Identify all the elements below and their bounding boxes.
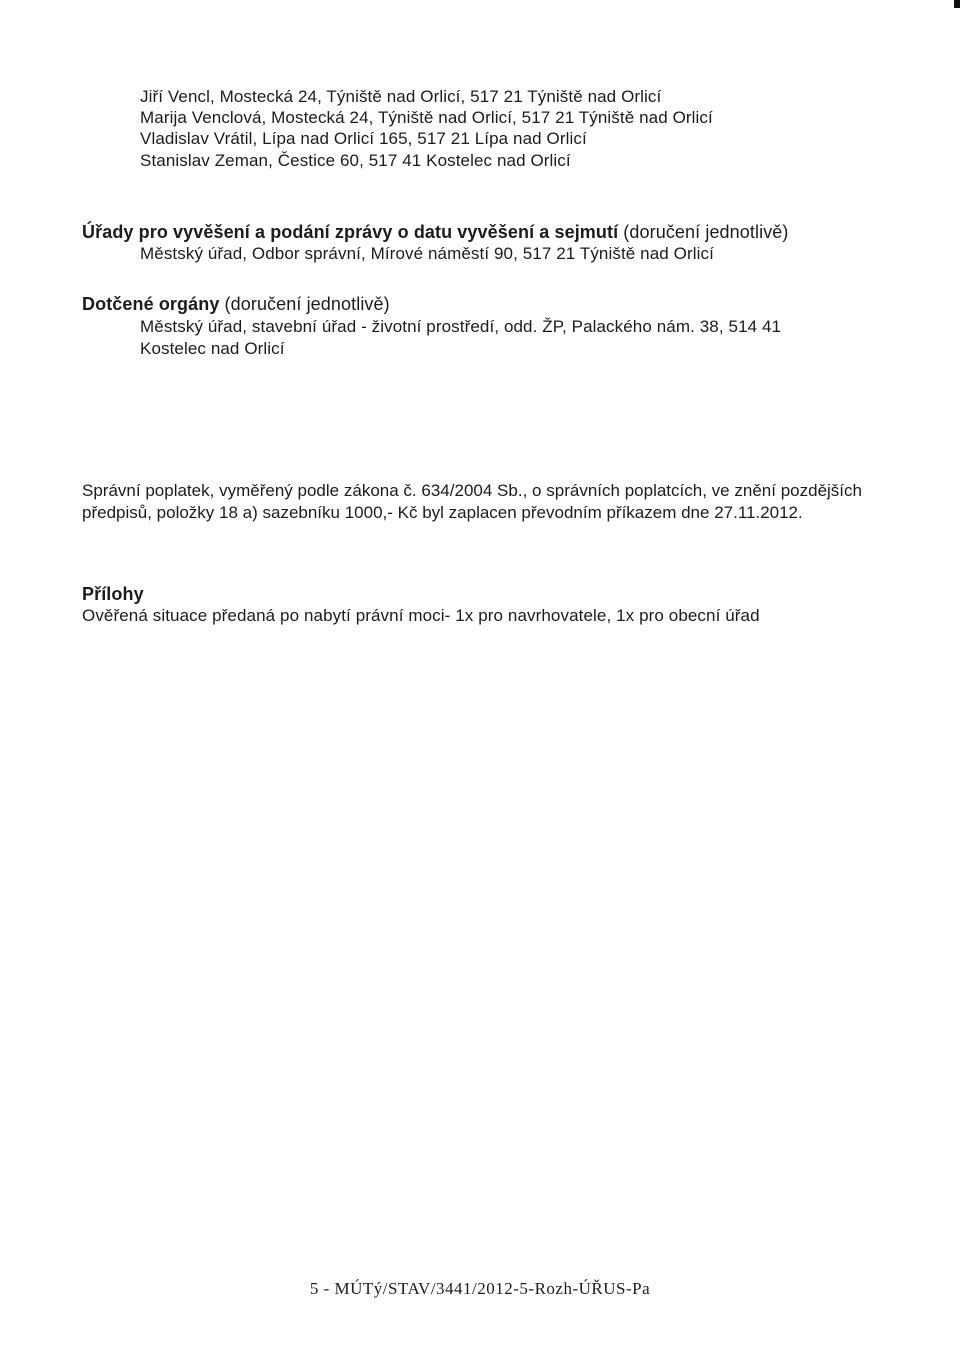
recipient-line: Jiří Vencl, Mostecká 24, Týniště nad Orlicí, 517 21 Týniště nad Orlicí [140,87,662,106]
scan-corner-mark [954,0,960,8]
offices-heading-bold: Úřady pro vyvěšení a podání zprávy o datu vyvěšení a sejmutí [82,222,619,242]
affected-line: Městský úřad, stavební úřad - životní prostředí, odd. ŽP, Palackého nám. 38, 514 41 [140,317,782,336]
recipient-line: Marija Venclová, Mostecká 24, Týniště nad Orlicí, 517 21 Týniště nad Orlicí [140,108,713,127]
affected-line: Kostelec nad Orlicí [140,339,285,358]
affected-heading [82,294,390,314]
recipient-line: Stanislav Zeman, Čestice 60, 517 41 Kostelec nad Orlicí [140,151,571,170]
attachments-heading: Přílohy [82,584,144,604]
attachments-line: Ověřená situace předaná po nabytí právní moci- 1x pro navrhovatele, 1x pro obecní úřad [82,606,760,625]
affected-heading-bold: Dotčené orgány [82,294,220,314]
footer-reference: 5 - MÚTý/STAV/3441/2012-5-Rozh-ÚŘUS-Pa [309,1279,651,1298]
offices-heading-note: (doručení jednotlivě) [618,222,789,242]
offices-line: Městský úřad, Odbor správní, Mírové náměstí 90, 517 21 Týniště nad Orlicí [140,244,714,263]
recipient-line: Vladislav Vrátil, Lípa nad Orlicí 165, 517 21 Lípa nad Orlicí [140,129,587,148]
affected-heading-note: (doručení jednotlivě) [219,294,390,314]
offices-heading [82,222,789,242]
fee-paragraph: Správní poplatek, vyměřený podle zákona č. 634/2004 Sb., o správních poplatcích, ve znění pozdějších předpisů, položky 18 a) sazebníku 1000,- Kč byl zaplacen převodním příkazem dne 27.11.2012. [82,481,862,522]
